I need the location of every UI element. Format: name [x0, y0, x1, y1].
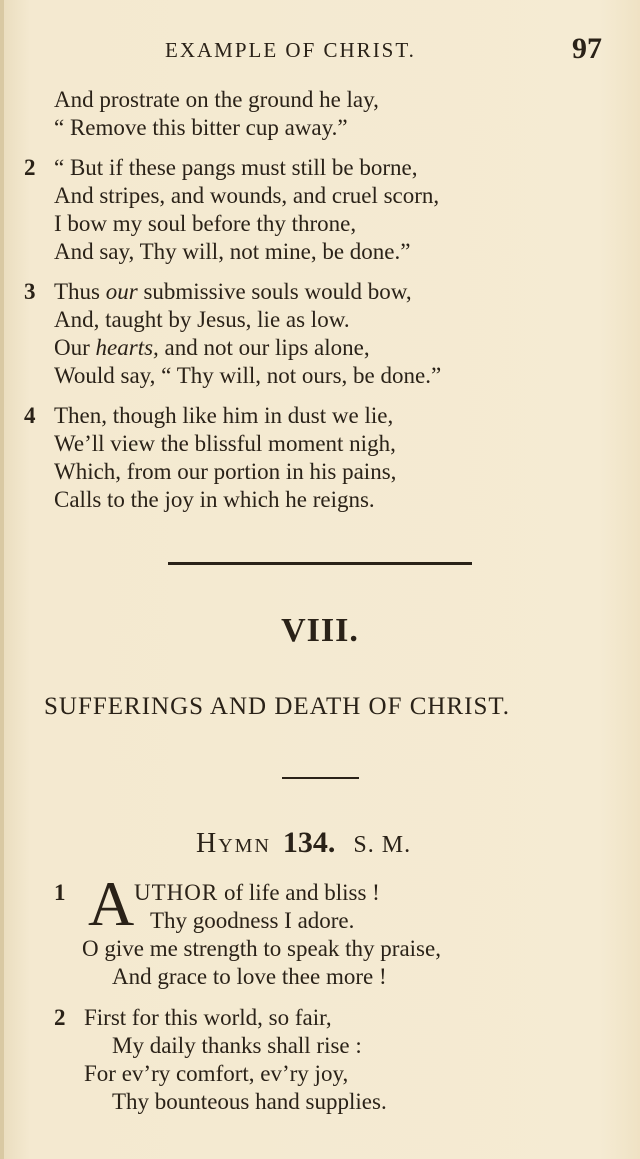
verse-number: 2: [54, 1005, 66, 1030]
verse-line: And, taught by Jesus, lie as low.: [54, 307, 350, 332]
running-head: EXAMPLE OF CHRIST.: [165, 38, 416, 62]
drop-cap: A: [88, 868, 135, 939]
verse-line: First for this world, so fair,: [84, 1005, 332, 1030]
verse-line: “ Remove this bitter cup away.”: [54, 115, 348, 140]
short-divider: [282, 777, 359, 779]
verse-line: UTHOR of life and bliss !: [134, 880, 380, 905]
verse-line: Calls to the joy in which he reigns.: [54, 487, 375, 512]
verse-line: Thy bounteous hand supplies.: [112, 1089, 387, 1114]
hymn-number: 134.: [282, 826, 336, 859]
verse-number: 4: [24, 403, 36, 428]
verse-line: And grace to love thee more !: [112, 964, 387, 989]
verse-line: And prostrate on the ground he lay,: [54, 87, 379, 112]
page-number: 97: [572, 32, 602, 65]
verse-line: We’ll view the blissful moment nigh,: [54, 431, 396, 456]
verse-line: Thus our submissive souls would bow,: [54, 279, 412, 304]
verse-line: I bow my soul before thy throne,: [54, 211, 357, 236]
section-title: SUFFERINGS AND DEATH OF CHRIST.: [44, 693, 511, 720]
verse-line: Then, though like him in dust we lie,: [54, 403, 394, 428]
verse-line: My daily thanks shall rise :: [112, 1033, 362, 1058]
hymn-meter: S. M.: [353, 832, 412, 858]
verse-number: 2: [24, 155, 36, 180]
verse-number: 3: [24, 279, 36, 304]
verse-number: 1: [54, 880, 66, 905]
emphasis-text: hearts,: [95, 335, 159, 360]
verse-line: O give me strength to speak thy praise,: [82, 936, 441, 961]
verse-line: Thy goodness I adore.: [150, 908, 355, 933]
verse-line: And stripes, and wounds, and cruel scorn,: [54, 183, 440, 208]
verse-line: Which, from our portion in his pains,: [54, 459, 397, 484]
section-divider: [168, 562, 472, 565]
verse-line: “ But if these pangs must still be borne,: [54, 155, 418, 180]
verse-line: For ev’ry comfort, ev’ry joy,: [84, 1061, 349, 1086]
verse-line: Our hearts, and not our lips alone,: [54, 335, 370, 360]
page-gutter: [0, 0, 4, 1159]
verse-line: And say, Thy will, not mine, be done.”: [54, 239, 411, 264]
hymn-label: Hymn: [196, 828, 271, 859]
verse-line: Would say, “ Thy will, not ours, be done.”: [54, 363, 442, 388]
hymn-heading: [196, 826, 411, 860]
emphasis-text: our: [105, 279, 138, 304]
section-number: VIII.: [281, 612, 359, 649]
